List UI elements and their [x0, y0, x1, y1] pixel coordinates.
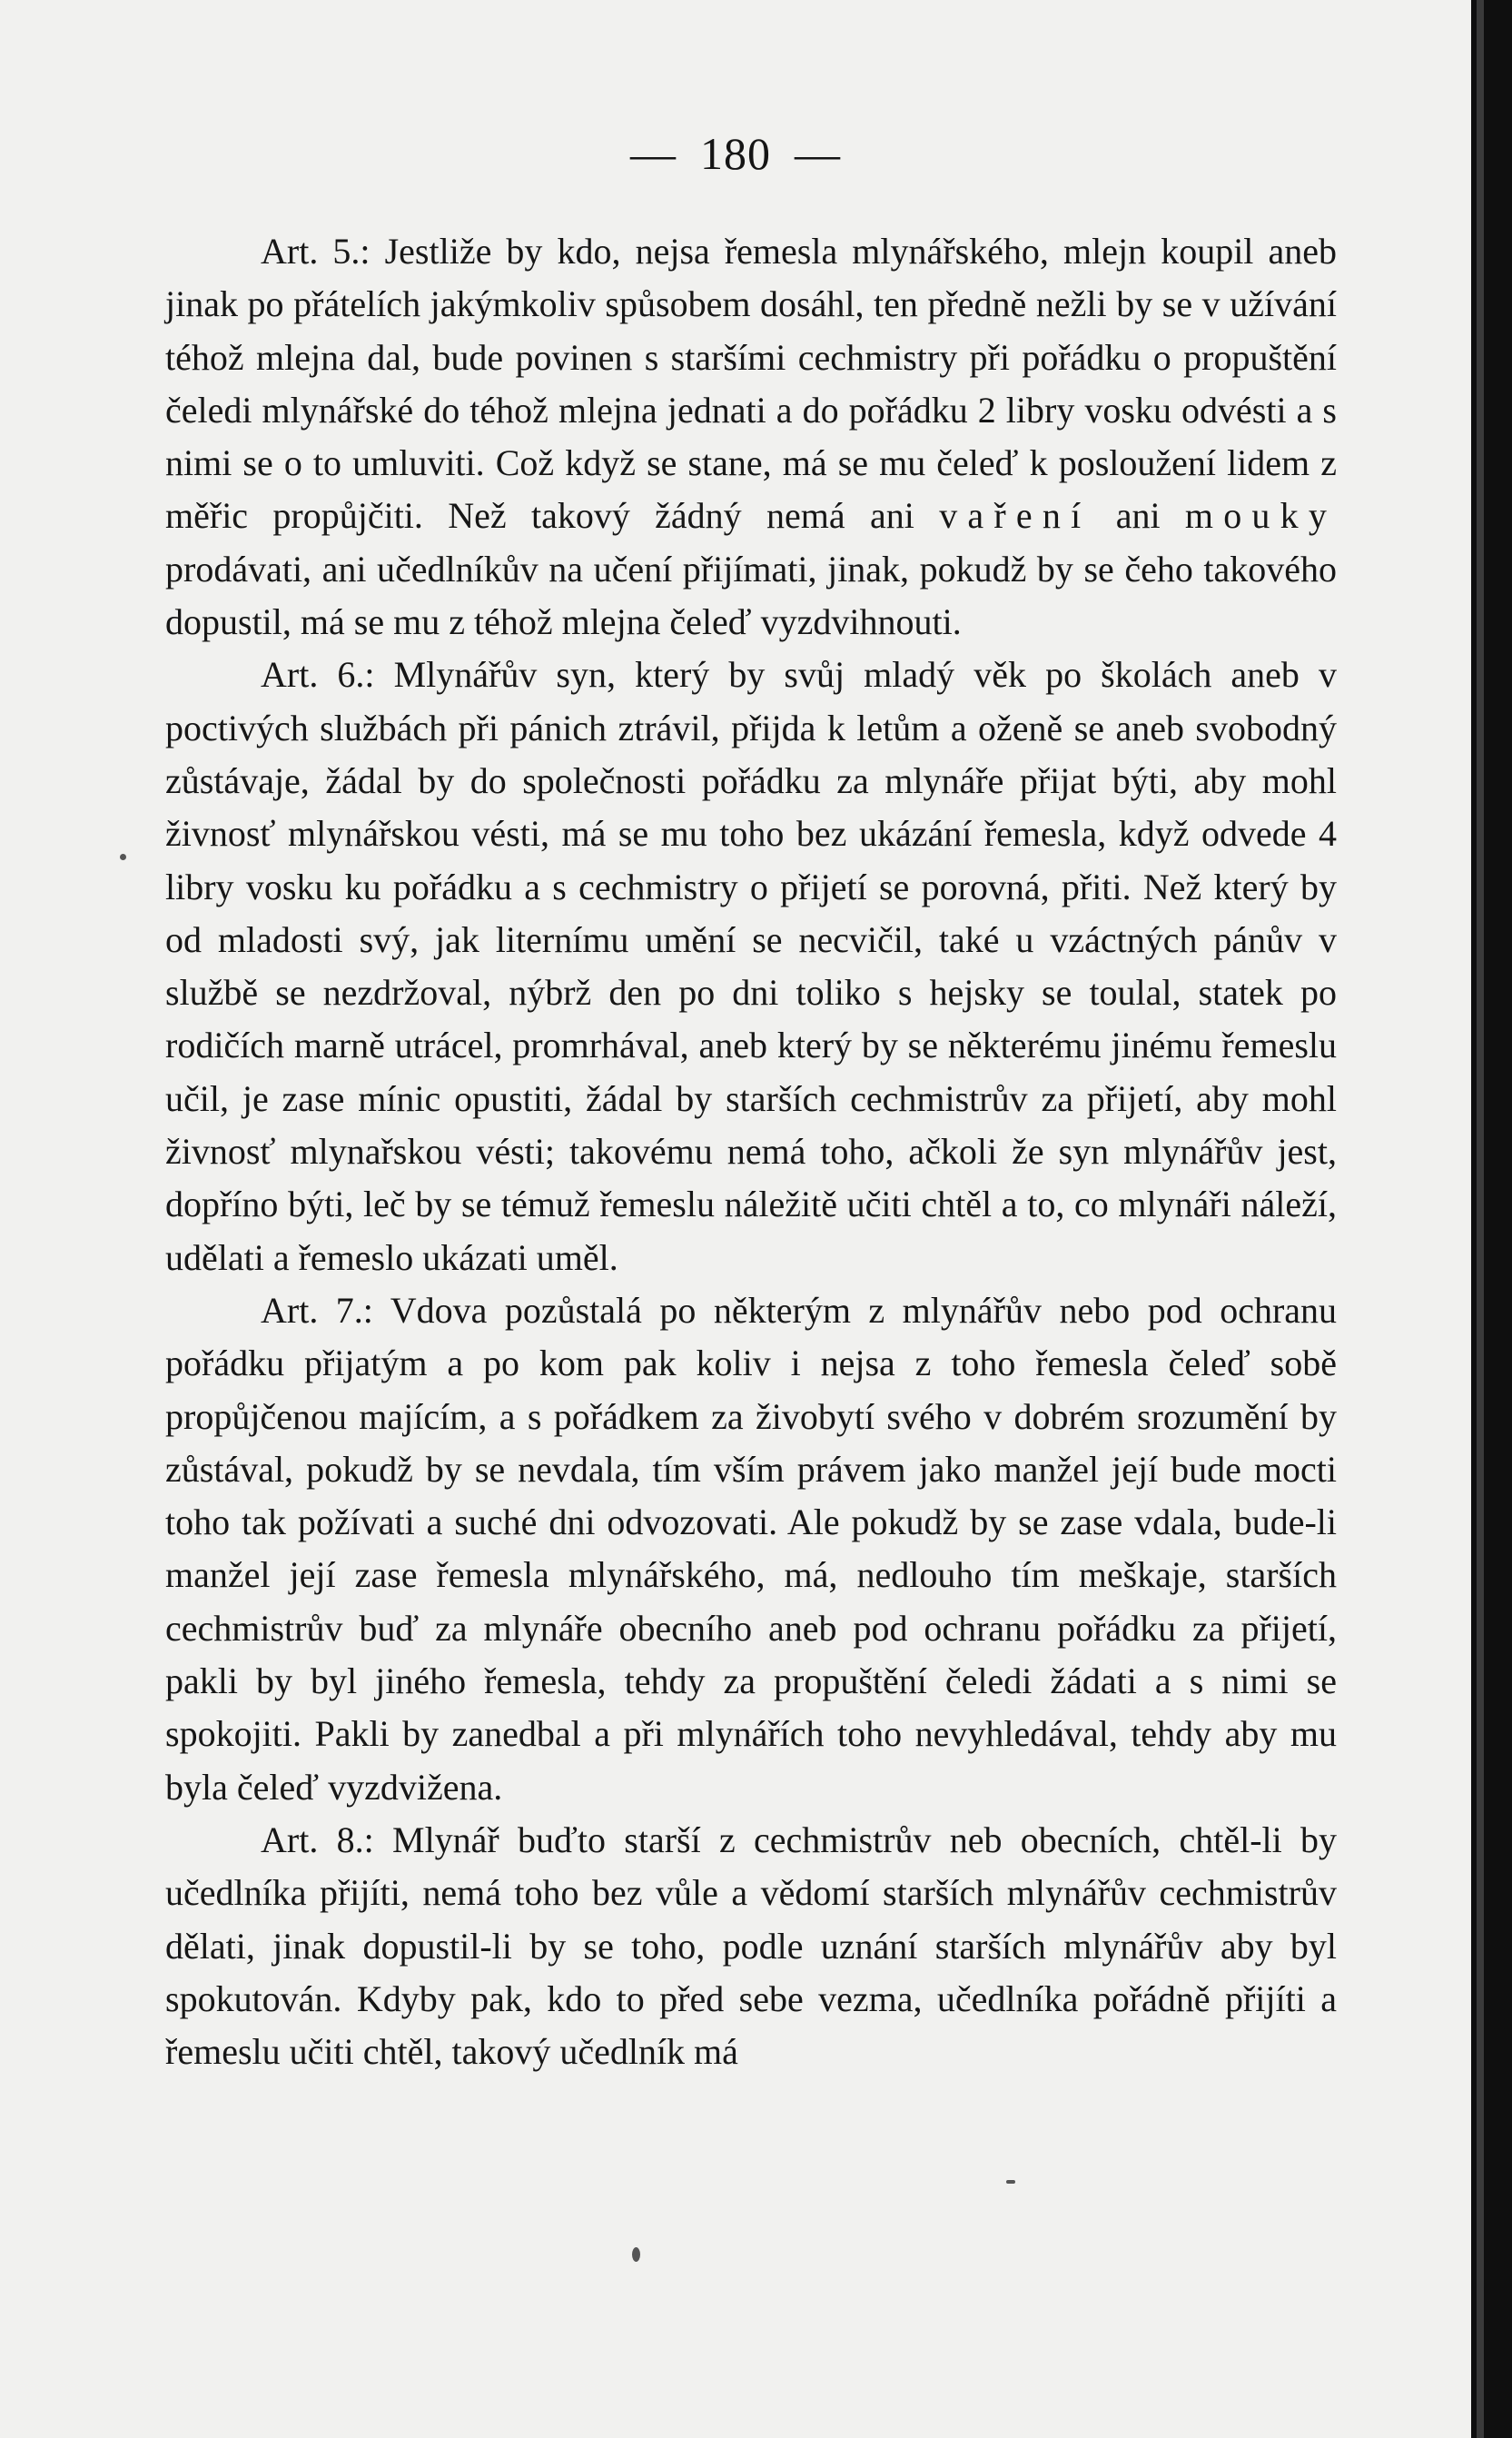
page-number-dash-left: —	[630, 128, 677, 179]
paragraph-text: Vdova pozůstalá po některým z mlynářův nebo pod ochranu pořádku přijatým a po kom pak koliv i nejsa z toho řemesla čeleď sobě propůjčenou majícím, a s pořádkem za živobytí svého v dobrém srozumění by zůstával, pokudž by se nevdala, tím vším právem jako manžel její bude mocti toho tak požívati a suché dni odvozovati. Ale pokudž by se zase vdala, bude-li manžel její zase řemesla mlynářského, má, nedlouho tím meškaje, starších cechmistrův buď za mlynáře obecního aneb pod ochranu pořádku za přijetí, pakli by byl jiného řemesla, tehdy za propuštění čeledi žádati a s nimi se spokojiti. Pakli by zanedbal a při mlynářích toho nevyhledával, tehdy aby mu byla čeleď vyzdvižena.	[165, 1289, 1338, 1808]
scan-speck	[1006, 2180, 1015, 2184]
article-heading: Art. 7.:	[261, 1289, 373, 1331]
paragraph-text: Mlynářův syn, který by svůj mladý věk po školách aneb v poctivých službách při pánich ztrávil, přijda k letům a oženě se aneb svobodný zůstávaje, žádal by do společnosti pořádku za mlynáře přijat býti, aby mohl živnosť mlynářskou vésti, má se mu toho bez ukázání řemesla, když odvede 4 libry vosku ku pořádku a s cechmistry o přijetí se porovná, přiti. Než který by od mladosti svý, jak liternímu umění se necvičil, také u vzáctných pánův v službě se nezdržoval, nýbrž den po dni toliko s hejsky se toulal, statek po rodičích marně utrácel, promrhával, aneb který by se některému jinému řemeslu učil, je zase mínic opustiti, žádal by starších cechmistrův za přijetí, aby mohl živnosť mlynařskou vésti; takovému nemá toho, ačkoli že syn mlynářův jest, dopříno býti, leč by se témuž řemeslu náležitě učiti chtěl a to, co mlynáři náleží, udělati a řemeslo ukázati uměl.	[165, 654, 1337, 1278]
article-heading: Art. 8.:	[261, 1819, 374, 1860]
spaced-emphasis: mouky	[1184, 495, 1338, 537]
spaced-emphasis: vaření	[939, 495, 1092, 537]
paragraph-text: Mlynář buďto starší z cechmistrův neb obecních, chtěl-li by učedlníka přijíti, nemá toho bez vůle a vědomí starších mlynářův cechmistrův dělati, jinak dopustil-li by se toho, podle uznání starších mlynářův aby byl spokutován. Kdyby pak, kdo to před sebe vezma, učedlníka pořádně přijíti a řemeslu učiti chtěl, takový učedlník má	[165, 1819, 1338, 2073]
paragraph-art-7	[165, 1284, 1337, 1814]
paragraph-art-5	[165, 225, 1337, 649]
scan-edge-strip	[1477, 0, 1484, 2438]
scan-speck	[632, 2247, 640, 2262]
scan-speck	[120, 854, 126, 860]
page-number-header	[0, 127, 1471, 180]
paragraph-text: ani	[1115, 495, 1161, 537]
page-number-dash-right: —	[795, 128, 841, 179]
paragraph-text: prodávati, ani učedlníkův na učení přijímati, jinak, pokudž by se čeho takového dopustil, má se mu z téhož mlejna čeleď vyzdvihnouti.	[165, 548, 1337, 643]
paragraph-art-8	[165, 1814, 1337, 2078]
page-number: 180	[700, 128, 771, 179]
paragraph-text: Jestliže by kdo, nejsa řemesla mlynářského, mlejn koupil aneb jinak po přátelích jakýmkoliv spůsobem dosáhl, ten předně nežli by se v užívání téhož mlejna dal, bude povinen s staršími cechmistry při pořádku o propuštění čeledi mlynářské do téhož mlejna jednati a do pořádku 2 libry vosku odvésti a s nimi se o to umluviti. Což když se stane, má se mu čeleď k posloužení lidem z měřic propůjčiti. Než takový žádný nemá ani	[165, 231, 1338, 537]
article-heading: Art. 6.:	[261, 654, 375, 696]
document-body	[165, 225, 1337, 2078]
paragraph-art-6	[165, 649, 1337, 1284]
article-heading: Art. 5.:	[261, 231, 371, 272]
